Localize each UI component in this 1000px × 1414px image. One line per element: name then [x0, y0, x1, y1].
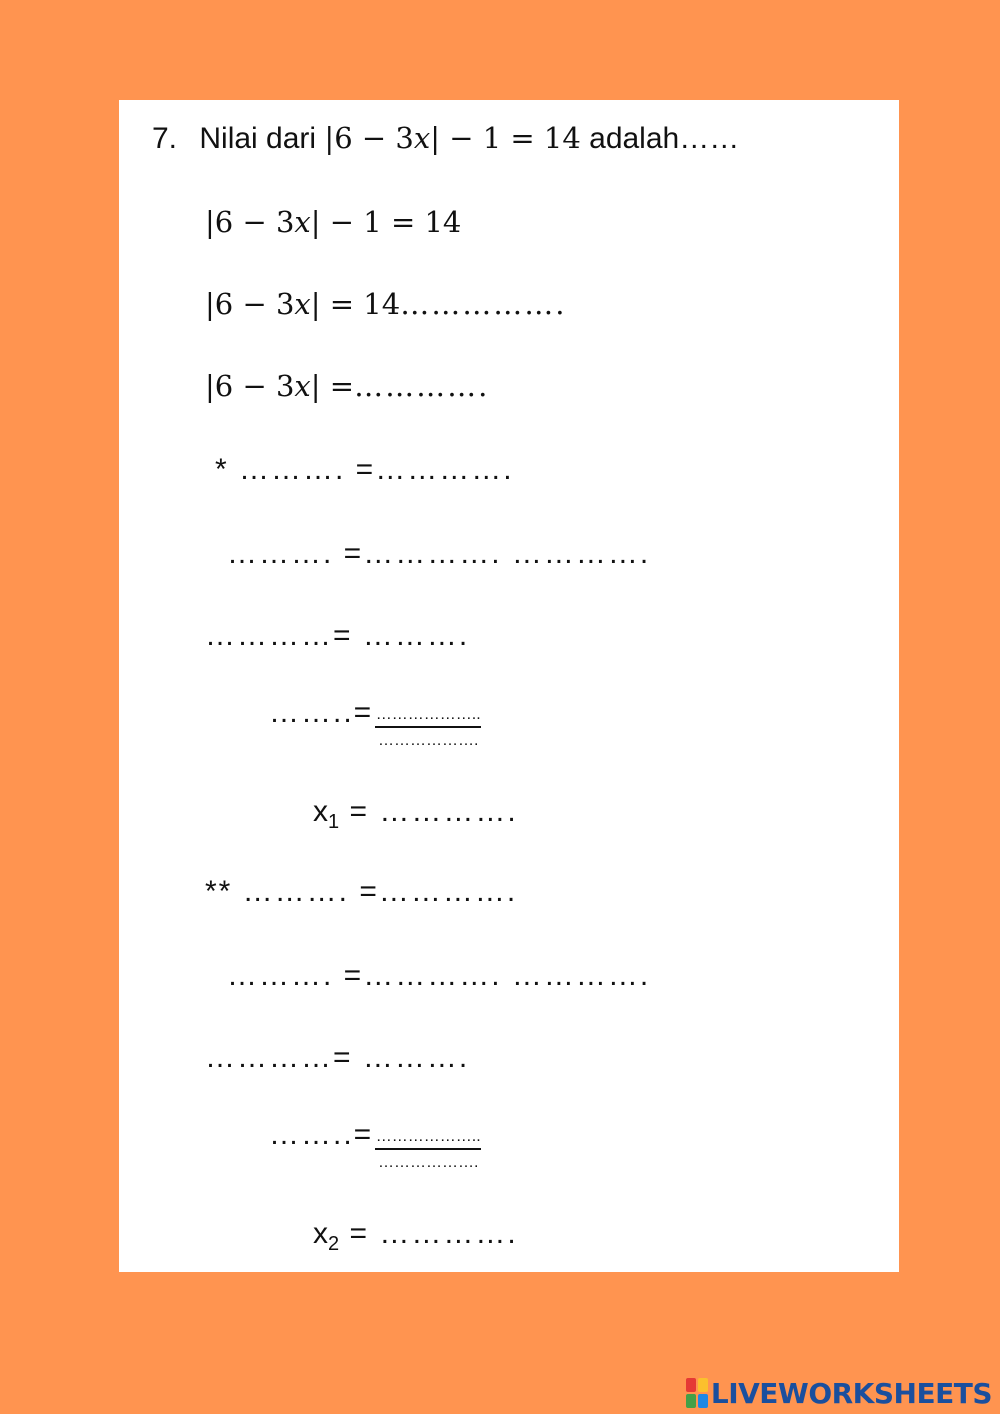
case2-fraction	[375, 1130, 481, 1170]
step-3-blank[interactable]: ………….	[354, 369, 490, 403]
case2-line4-left[interactable]: ……..=	[269, 1117, 374, 1151]
fraction-bar	[375, 726, 481, 728]
question-suffix: adalah……	[580, 122, 740, 155]
case1-line2[interactable]: ………. =…………. ………….	[227, 537, 651, 570]
step-1	[205, 204, 461, 240]
step-1-a: |6 − 3	[205, 205, 295, 239]
step-2-a: |6 − 3	[205, 287, 295, 321]
case1-fraction-numerator[interactable]: ………………..	[375, 706, 481, 723]
question-prefix: Nilai dari	[199, 122, 325, 155]
case1-fraction-denominator[interactable]: ……………….	[377, 732, 479, 749]
case1-fraction	[375, 708, 481, 748]
question-7	[152, 120, 739, 157]
x2-label: x	[313, 1217, 328, 1250]
case1-line4-left[interactable]: ……..=	[269, 695, 374, 729]
case2-line4	[269, 1116, 481, 1171]
case1-line4	[269, 694, 481, 749]
case2-fraction-denominator[interactable]: ……………….	[377, 1154, 479, 1171]
x1-label: x	[313, 795, 328, 828]
step-3-a: |6 − 3	[205, 369, 295, 403]
liveworksheets-logo	[686, 1376, 992, 1410]
case2-line2[interactable]: ………. =…………. ………….	[227, 959, 651, 992]
step-2	[205, 286, 566, 322]
step-2-b: | = 14	[310, 287, 401, 321]
x1-subscript: 1	[328, 811, 340, 833]
case2-fraction-numerator[interactable]: ………………..	[375, 1128, 481, 1145]
step-3-var: x	[294, 369, 311, 403]
step-3-b: | =	[310, 369, 355, 403]
case1-line3[interactable]: …………= ……….	[205, 619, 470, 652]
worksheet-card	[119, 100, 899, 1272]
case2-result	[313, 1216, 518, 1262]
question-var: x	[413, 121, 431, 155]
case2-line3[interactable]: …………= ……….	[205, 1041, 470, 1074]
step-2-var: x	[294, 287, 311, 321]
x2-blank[interactable]: = ………….	[339, 1217, 518, 1250]
fraction-bar	[375, 1148, 481, 1150]
step-3	[205, 368, 489, 404]
liveworksheets-logo-icon	[686, 1378, 708, 1408]
question-number: 7.	[152, 122, 178, 155]
step-1-var: x	[294, 205, 311, 239]
logo-text: LIVEWORKSHEETS	[710, 1376, 992, 1410]
question-expression-a: |6 − 3	[324, 121, 414, 155]
case1-result	[313, 794, 518, 840]
question-expression-b: | − 1 = 14	[430, 121, 581, 155]
step-2-blank[interactable]: …………….	[400, 287, 567, 321]
case1-line1[interactable]: * ………. =………….	[215, 453, 514, 486]
step-1-b: | − 1 = 14	[310, 205, 462, 239]
x2-subscript: 2	[328, 1233, 340, 1255]
case2-line1[interactable]: ** ………. =………….	[205, 875, 518, 908]
x1-blank[interactable]: = ………….	[339, 795, 518, 828]
